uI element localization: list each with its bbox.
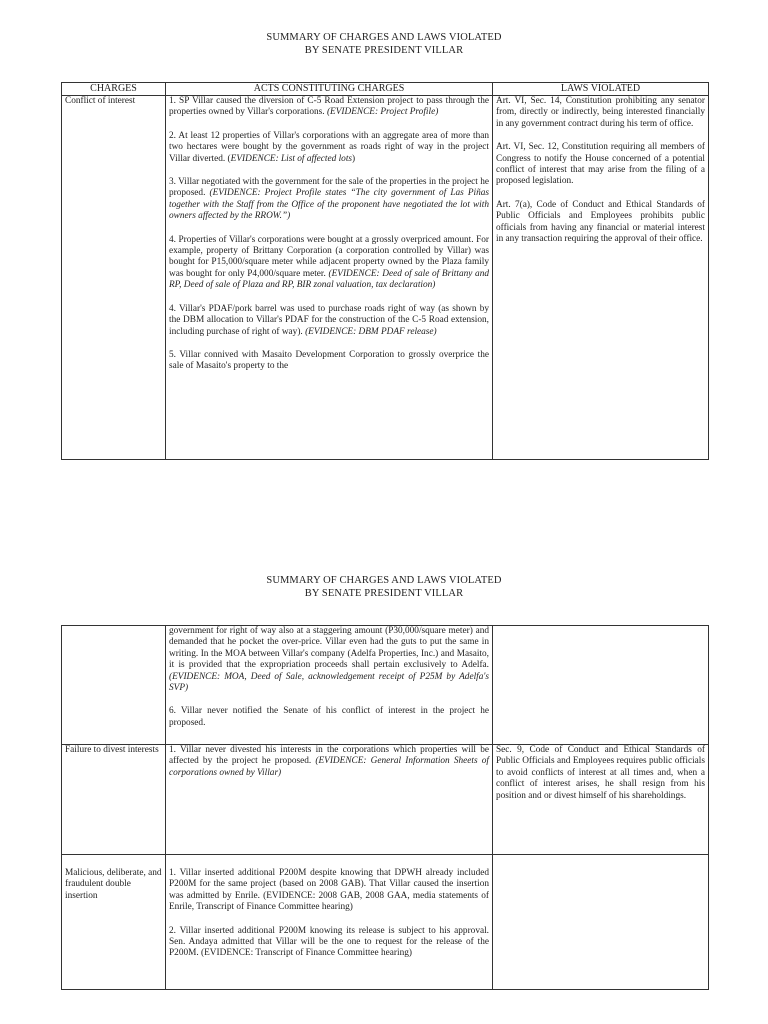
evidence-text: (EVIDENCE: General Information Sheets of corporations owned by Villar) bbox=[169, 756, 489, 778]
act-paragraph bbox=[169, 626, 489, 694]
act-text: 1. SP Villar caused the diversion of C-5 Road Extension project to pass through the properties owned by Villar's corporations. bbox=[169, 96, 489, 118]
page-subtitle: BY SENATE PRESIDENT VILLAR bbox=[304, 45, 464, 56]
table-row bbox=[62, 745, 709, 855]
act-text: 1. Villar inserted additional P200M despite knowing that DPWH already included P200M for the same project (based on 2008 GAB). That Villar caused the insertion was admitted by Enrile. (EVIDENCE: 2008 GAB, 2008 GAA, media statements of Enrile, Transcript of Finance Committee hearing) bbox=[169, 868, 489, 913]
charge-cell: Failure to divest interests bbox=[62, 745, 166, 855]
act-paragraph bbox=[169, 235, 489, 292]
evidence-text: EVIDENCE: List of affected lots bbox=[230, 153, 353, 164]
page-subtitle: BY SENATE PRESIDENT VILLAR bbox=[304, 588, 464, 599]
page-title: SUMMARY OF CHARGES AND LAWS VIOLATED bbox=[266, 575, 502, 586]
table-header-row bbox=[62, 83, 709, 96]
act-text: 3. Villar negotiated with the government for the sale of the properties in the project he proposed. bbox=[169, 177, 489, 199]
page-title: SUMMARY OF CHARGES AND LAWS VIOLATED bbox=[266, 32, 502, 43]
acts-cell bbox=[166, 96, 493, 460]
act-text-suffix: ) bbox=[352, 153, 356, 164]
charge-cell: Malicious, deliberate, and fraudulent double insertion bbox=[62, 855, 166, 990]
acts-cell bbox=[166, 855, 493, 990]
table-row bbox=[62, 96, 709, 460]
act-text: 4. Properties of Villar's corporations were bought at a grossly overpriced amount. For example, property of Brittany Corporation (a corporation controlled by Villar) was bought for P15,000/square meter while adjacent property owned by the Plaza family was bought for only P4,000/square meter. bbox=[169, 234, 489, 279]
act-text: 2. At least 12 properties of Villar's corporations with an aggregate area of more than two hectares were bought by the government as roads right of way in the project Villar diverted. ( bbox=[169, 130, 489, 164]
charge-cell bbox=[62, 626, 166, 745]
header-acts: ACTS CONSTITUTING CHARGES bbox=[166, 83, 493, 96]
law-paragraph: Sec. 9, Code of Conduct and Ethical Standards of Public Officials and Employees requires public officials to avoid conflicts of interest at all times and, when a conflict of interest arises, he shall resign from his position and or divest himself of his shareholdings. bbox=[496, 745, 705, 801]
laws-cell bbox=[493, 745, 709, 855]
act-paragraph bbox=[169, 304, 489, 338]
act-paragraph bbox=[169, 926, 489, 960]
act-text: 2. Villar inserted additional P200M knowing its release is subject to his approval. Sen. Andaya admitted that Villar will be the one to request for the release of the P200M. (EVIDENCE: Transcript of Finance Committee hearing) bbox=[169, 925, 489, 959]
table-row bbox=[62, 626, 709, 745]
evidence-text: (EVIDENCE: Deed of sale of Brittany and RP, Deed of sale of Plaza and RP, BIR zonal valuation, tax declaration) bbox=[169, 268, 489, 291]
evidence-text: (EVIDENCE: MOA, Deed of Sale, acknowledgement receipt of P25M by Adelfa's SVP) bbox=[169, 671, 489, 694]
law-paragraph: Art. 7(a), Code of Conduct and Ethical Standards of Public Officials and Employees prohibits public officials from having any financial or material interest in any transaction requiring the approval of their office. bbox=[496, 199, 705, 245]
act-paragraph bbox=[169, 745, 489, 779]
laws-cell bbox=[493, 855, 709, 990]
laws-cell bbox=[493, 96, 709, 460]
act-paragraph bbox=[169, 868, 489, 914]
laws-cell bbox=[493, 626, 709, 745]
act-text: 1. Villar never divested his interests in the corporations which properties will be affected by the project he proposed. bbox=[169, 745, 489, 767]
act-paragraph bbox=[169, 131, 489, 165]
act-text: 6. Villar never notified the Senate of his conflict of interest in the project he proposed. bbox=[169, 706, 489, 728]
act-paragraph bbox=[169, 706, 489, 729]
charges-table bbox=[61, 82, 709, 460]
act-text: 4. Villar's PDAF/pork barrel was used to purchase roads right of way (as shown by the DBM allocation to Villar's PDAF for the construction of the C-5 Road extension, including purchase of right of way). bbox=[169, 303, 489, 337]
evidence-text: (EVIDENCE: Project Profile states “The city government of Las Piñas together with the Staff from the Office of the proponent have negotiated the lot with owners affected by the RROW.”) bbox=[169, 188, 489, 222]
acts-cell bbox=[166, 626, 493, 745]
act-paragraph bbox=[169, 96, 489, 119]
header-laws: LAWS VIOLATED bbox=[493, 83, 709, 96]
evidence-text: (EVIDENCE: DBM PDAF release) bbox=[305, 326, 437, 337]
charges-table bbox=[61, 625, 709, 990]
header-charges: CHARGES bbox=[62, 83, 166, 96]
law-paragraph: Art. VI, Sec. 12, Constitution requiring all members of Congress to notify the House concerned of a potential conflict of interest that may arise from the filing of a proposed legislation. bbox=[496, 142, 705, 187]
acts-cell bbox=[166, 745, 493, 855]
charge-cell: Conflict of interest bbox=[62, 96, 166, 460]
act-paragraph bbox=[169, 177, 489, 223]
act-paragraph bbox=[169, 350, 489, 373]
table-row bbox=[62, 855, 709, 990]
act-text: 5. Villar connived with Masaito Development Corporation to grossly overprice the sale of Masaito's property to the bbox=[169, 349, 489, 372]
law-paragraph: Art. VI, Sec. 14, Constitution prohibiting any senator from, directly or indirectly, being interested financially in any government contract during his term of office. bbox=[496, 96, 705, 129]
act-text: government for right of way also at a staggering amount (P30,000/square meter) and demanded that he pocket the over-price. Villar even had the guts to put the same in writing. In the MOA between Villar's company (Adelfa Properties, Inc.) and Masaito, it is provided that the expropriation proceeds shall pertain exclusively to Adelfa. bbox=[169, 626, 489, 671]
evidence-text: (EVIDENCE: Project Profile) bbox=[326, 107, 439, 118]
